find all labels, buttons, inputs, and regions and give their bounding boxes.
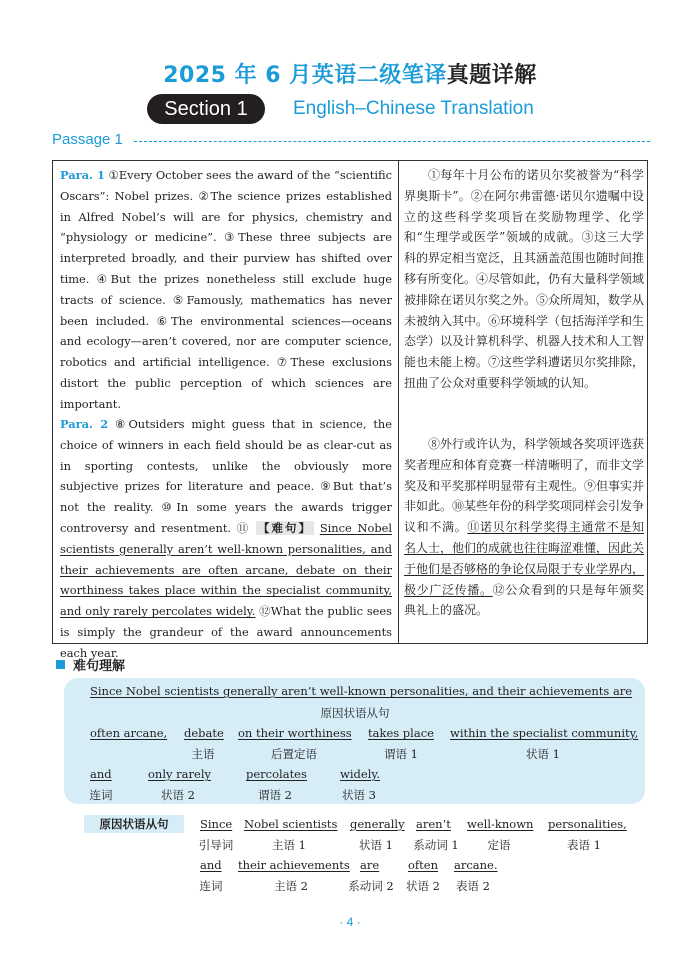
- label-conjunction: 连词: [89, 788, 113, 802]
- label-linking-verb-2: 系动词 2: [348, 879, 394, 893]
- chinese-para-2-b: ⑫公众看到的只是每年颁奖典礼上的盛况。: [404, 582, 644, 618]
- chinese-paragraph-2: [404, 434, 644, 621]
- difficult-sentence-tag: 【难句】: [258, 520, 313, 535]
- chinese-paragraph-1: ①每年十月公布的诺贝尔奖被誉为“科学界奥斯卡”。②在阿尔弗雷德·诺贝尔遗嘱中设立的这些科学奖项旨在奖励物理学、化学和“生理学或医学”领域的成就。③这三大学科的界定相当宽泛，且其涵盖范围也随时间推移有所变化。④尽管如此，仍有大量科学领域被排除在诺贝尔奖之外。⑤众所周知，数学从未被纳入其中。⑥环境科学（包括海洋学和生态学）以及计算机科学、机器人技术和人工智能也未能上榜。⑦这些学科遭诺贝尔奖排除，扭曲了公众对重要科学领域的认知。: [404, 168, 645, 390]
- word-percolates: percolates: [246, 767, 307, 781]
- word-since: Since: [200, 817, 233, 831]
- label-adverbial-1: 状语 1: [526, 747, 560, 761]
- title-dark: 真题详解: [446, 63, 537, 88]
- label-predicate-1: 谓语 1: [384, 747, 418, 761]
- label-subject-2: 主语 2: [274, 879, 308, 893]
- clause-tag: 原因状语从句: [84, 815, 184, 833]
- word-only-rarely: only rarely: [148, 767, 211, 781]
- word-nobel-scientists: Nobel scientists: [244, 817, 338, 831]
- para-2-tag: Para. 2: [60, 417, 109, 431]
- label-subject-1: 主语 1: [272, 838, 306, 852]
- para-2-text-b: ⑫What the public sees is simply the grandeur of the award announcements each year.: [60, 604, 392, 660]
- passage-label: Passage 1: [52, 131, 123, 148]
- label-adverbial-s1: 状语 1: [359, 838, 393, 852]
- label-predicative-1: 表语 1: [567, 838, 601, 852]
- analysis-title: 难句理解: [73, 659, 126, 674]
- square-bullet-icon: [56, 660, 65, 669]
- para-1-tag: Para. 1: [60, 168, 105, 182]
- word-takes-place: takes place: [368, 726, 434, 740]
- word-generally: generally: [350, 817, 405, 831]
- word-are: are: [360, 858, 380, 872]
- full-clause: Since Nobel scientists generally aren’t well-known personalities, and their achievements are: [90, 684, 633, 698]
- word-often-arcane: often arcane,: [90, 726, 168, 740]
- word-widely: widely.: [340, 767, 380, 781]
- label-conjunctive: 引导词: [198, 838, 234, 852]
- section-subtitle: English–Chinese Translation: [293, 98, 534, 119]
- difficult-sentence: Since Nobel scientists generally aren’t well-known personalities, and their achievements are often arcane, debate on their worthiness takes place within the specialist community, and only rarely percolates widely.: [60, 520, 392, 619]
- english-paragraph-1: [60, 165, 392, 415]
- para-1-text: ①Every October sees the award of the “scientific Oscars”: Nobel prizes. ②The science prizes established in Alfred Nobel’s will are for physics, chemistry and “physiology or medicine”. ③These three subjects are interpreted broadly, and their purview has shifted over time. ④But the prizes nonetheless still exclude huge tracts of science. ⑤Famously, mathematics has never been included. ⑥The environmental sciences—oceans and ecology—aren’t covered, nor are computer science, robotics and artificial intelligence. ⑦These exclusions distort the public perception of which sciences are important.: [60, 168, 392, 411]
- label-attributive: 定语: [487, 838, 511, 852]
- page-number: · 4 ·: [339, 915, 361, 929]
- label-subject: 主语: [191, 747, 215, 761]
- label-adverbial-3: 状语 3: [342, 788, 376, 802]
- label-adverbial-s2: 状语 2: [406, 879, 440, 893]
- label-linking-verb-1: 系动词 1: [413, 838, 459, 852]
- word-debate: debate: [184, 726, 224, 740]
- title-blue: 2025 年 6 月英语二级笔译: [163, 63, 447, 88]
- word-their-achievements: their achievements: [238, 858, 350, 872]
- page-title: [0, 58, 700, 89]
- word-personalities: personalities,: [548, 817, 627, 831]
- word-arent: aren’t: [416, 817, 451, 831]
- chinese-para-2-a: ⑧外行或许认为，科学领域各奖项评选获奖者理应和体育竞赛一样清晰明了，而非文学奖及和平奖那样明显带有主观性。⑨但事实并非如此。⑩某些年份的科学奖项同样会引发争议和不满。: [404, 437, 645, 535]
- english-paragraph-2: [60, 414, 392, 664]
- chinese-difficult-sentence: ⑪诺贝尔科学奖得主通常不是知名人士，他们的成就也往往晦涩难懂，因此关于他们是否够格的争论仅局限于专业学界内，极少广泛传播。: [404, 520, 645, 597]
- section-badge: Section 1: [147, 94, 265, 124]
- label-post-attributive: 后置定语: [271, 747, 317, 761]
- label-predicate-2: 谓语 2: [258, 788, 292, 802]
- table-column-divider: [398, 160, 399, 644]
- label-conjunction-2: 连词: [199, 879, 223, 893]
- word-well-known: well-known: [467, 817, 534, 831]
- full-clause-label: 原因状语从句: [320, 706, 390, 720]
- word-arcane: arcane.: [454, 858, 498, 872]
- para-2-text-a: ⑧Outsiders might guess that in science, the choice of winners in each field should be as clear-cut as in sporting contests, unlike the obviously more subjective prizes for literature and peace. ⑨But that’s not the reality. ⑩In some years the awards trigger controversy and resentment. ⑪: [60, 417, 392, 535]
- passage-divider: [134, 141, 650, 142]
- word-and: and: [90, 767, 112, 781]
- word-within-community: within the specialist community,: [450, 726, 639, 740]
- word-on-their-worthiness: on their worthiness: [238, 726, 352, 740]
- word-often: often: [408, 858, 439, 872]
- label-adverbial-2: 状语 2: [161, 788, 195, 802]
- label-predicative-2: 表语 2: [456, 879, 490, 893]
- word-and-2: and: [200, 858, 222, 872]
